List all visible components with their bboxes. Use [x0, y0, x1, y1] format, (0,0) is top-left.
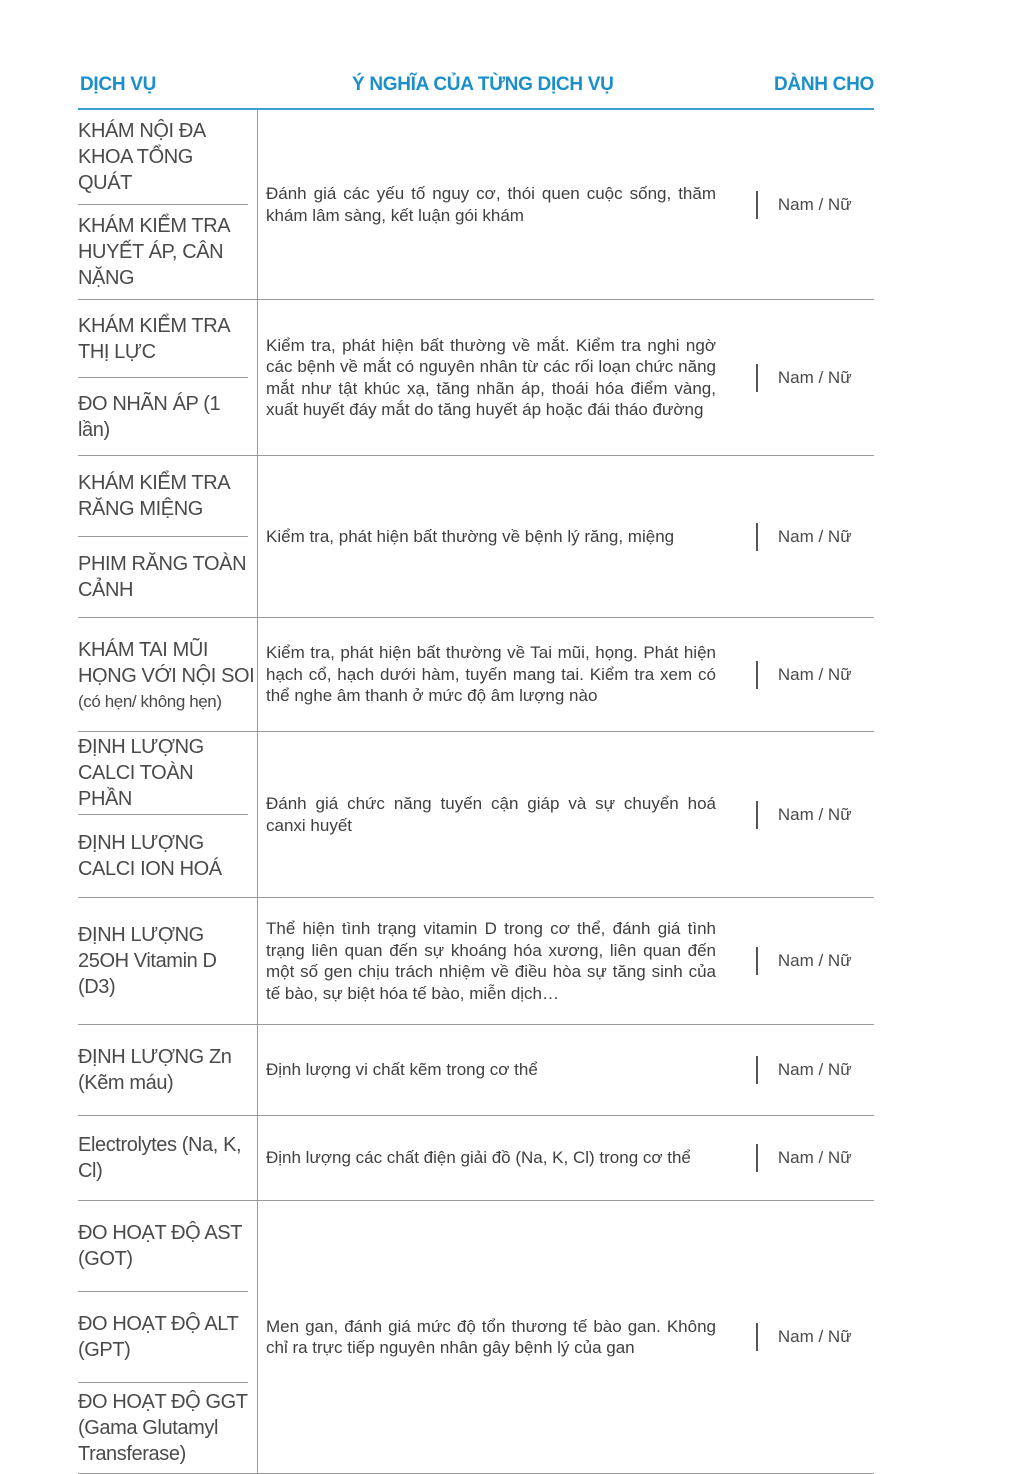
service-label: KHÁM TAI MŨI HỌNG VỚI NỘI SOI	[78, 638, 255, 687]
description-cell	[258, 618, 734, 731]
table-row	[78, 618, 874, 732]
service-cell	[78, 456, 258, 617]
service-name	[78, 110, 248, 204]
description-cell	[258, 898, 734, 1024]
service-cell	[78, 300, 258, 455]
description-text: Định lượng vi chất kẽm trong cơ thể	[266, 1060, 538, 1080]
table-row	[78, 110, 874, 300]
service-cell	[78, 1025, 258, 1115]
service-label: KHÁM KIỂM TRA THỊ LỰC	[78, 314, 230, 363]
gender-label: Nam / Nữ	[777, 367, 852, 387]
description-cell	[258, 732, 734, 897]
service-label: ĐO HOẠT ĐỘ AST (GOT)	[78, 1222, 242, 1270]
service-name	[78, 300, 248, 377]
separator-bar	[756, 947, 758, 975]
header-for: DÀNH CHO	[774, 74, 874, 95]
for-value	[756, 800, 851, 830]
service-label: PHIM RĂNG TOÀN CẢNH	[78, 553, 247, 601]
for-value	[756, 190, 851, 220]
for-cell	[734, 1025, 874, 1115]
gender-label: Nam / Nữ	[777, 1327, 852, 1346]
service-label: ĐO NHÃN ÁP (1 lần)	[78, 392, 221, 441]
for-cell	[734, 898, 874, 1024]
for-value	[756, 522, 851, 552]
description-cell	[258, 1201, 734, 1473]
service-name	[78, 1025, 257, 1115]
gender-label: Nam / Nữ	[777, 1148, 852, 1167]
service-note: (có hẹn/ không hẹn)	[78, 691, 222, 711]
service-label: Electrolytes (Na, K, Cl)	[78, 1134, 242, 1182]
description-cell	[258, 300, 734, 455]
description-text: Kiểm tra, phát hiện bất thường về bệnh lý răng, miệng	[266, 526, 675, 546]
gender-label: Nam / Nữ	[777, 951, 852, 970]
service-name	[78, 618, 257, 731]
service-name	[78, 732, 248, 814]
description-cell	[258, 456, 734, 617]
separator-bar	[756, 191, 758, 219]
service-cell	[78, 1116, 258, 1200]
description-cell	[258, 1025, 734, 1115]
description-text: Kiểm tra, phát hiện bất thường về Tai mũi, họng. Phát hiện hạch cổ, hạch dưới hàm, tuyến mang tai. Kiểm tra xem có thể nghe âm thanh ở mức độ âm lượng nào	[266, 643, 716, 706]
service-label: ĐO HOẠT ĐỘ GGT (Gama Glutamyl Transferase)	[78, 1391, 248, 1465]
service-label: ĐỊNH LƯỢNG CALCI TOÀN PHẦN	[78, 736, 204, 810]
gender-label: Nam / Nữ	[777, 194, 852, 214]
table-row	[78, 456, 874, 618]
gender-label: Nam / Nữ	[777, 1060, 852, 1079]
service-name	[78, 536, 248, 617]
service-cell	[78, 898, 258, 1024]
separator-bar	[756, 1323, 758, 1351]
table-header	[78, 68, 874, 110]
separator-bar	[756, 1056, 758, 1084]
table-row	[78, 898, 874, 1025]
for-cell	[734, 456, 874, 617]
header-service: DỊCH VỤ	[80, 74, 157, 95]
service-label: KHÁM KIỂM TRA HUYẾT ÁP, CÂN NẶNG	[78, 215, 230, 289]
for-cell	[734, 300, 874, 455]
for-cell	[734, 732, 874, 897]
for-cell	[734, 110, 874, 299]
for-cell	[734, 1116, 874, 1200]
service-cell	[78, 1201, 258, 1473]
service-name	[78, 377, 248, 455]
service-label: ĐỊNH LƯỢNG CALCI ION HOÁ	[78, 832, 222, 880]
gender-label: Nam / Nữ	[777, 804, 852, 824]
description-text: Men gan, đánh giá mức độ tổn thương tế bào gan. Không chỉ ra trực tiếp nguyên nhân gây bệnh lý của gan	[266, 1316, 716, 1357]
for-value	[756, 363, 851, 393]
service-name	[78, 898, 257, 1024]
for-value	[756, 946, 851, 976]
description-text: Thể hiện tình trạng vitamin D trong cơ thể, đánh giá tình trạng liên quan đến sự khoáng hóa xương, liên quan đến một số gen chịu trách nhiệm về điều hòa sự tăng sinh của tế bào, sự biệt hóa tế bào, miễn dịch…	[266, 919, 716, 1003]
service-label: ĐỊNH LƯỢNG 25OH Vitamin D (D3)	[78, 924, 217, 998]
table-row	[78, 300, 874, 456]
header-meaning: Ý NGHĨA CỦA TỪNG DỊCH VỤ	[352, 74, 614, 95]
service-name	[78, 814, 248, 897]
service-label: KHÁM KIỂM TRA RĂNG MIỆNG	[78, 472, 230, 520]
for-cell	[734, 618, 874, 731]
service-name	[78, 204, 248, 299]
table-row	[78, 1025, 874, 1116]
service-name	[78, 1291, 248, 1382]
service-cell	[78, 618, 258, 731]
for-value	[756, 660, 851, 690]
for-value	[756, 1055, 851, 1085]
separator-bar	[756, 1144, 758, 1172]
description-text: Đánh giá chức năng tuyến cận giáp và sự chuyển hoá canxi huyết	[266, 794, 716, 835]
description-cell	[258, 110, 734, 299]
separator-bar	[756, 661, 758, 689]
gender-label: Nam / Nữ	[777, 526, 852, 546]
separator-bar	[756, 523, 758, 551]
service-name	[78, 1382, 248, 1473]
separator-bar	[756, 364, 758, 392]
table-row	[78, 1201, 874, 1474]
description-text: Định lượng các chất điện giải đồ (Na, K, Cl) trong cơ thể	[266, 1148, 691, 1168]
description-cell	[258, 1116, 734, 1200]
description-text: Đánh giá các yếu tố nguy cơ, thói quen cuộc sống, thăm khám lâm sàng, kết luận gói khám	[266, 184, 716, 225]
table-row	[78, 1116, 874, 1201]
for-value	[756, 1143, 851, 1173]
service-name	[78, 456, 248, 536]
services-table	[78, 110, 874, 1474]
gender-label: Nam / Nữ	[777, 664, 852, 684]
description-text: Kiểm tra, phát hiện bất thường về mắt. Kiểm tra nghi ngờ các bệnh về mắt có nguyên nhân từ các rối loạn chức năng mắt như tật khúc xạ, tăng nhãn áp, thoái hóa điểm vàng, xuất huyết đáy mắt do tăng huyết áp hoặc đái tháo đường	[266, 335, 716, 419]
service-name	[78, 1116, 257, 1200]
separator-bar	[756, 801, 758, 829]
service-label: ĐO HOẠT ĐỘ ALT (GPT)	[78, 1313, 238, 1361]
table-row	[78, 732, 874, 898]
service-label: KHÁM NỘI ĐA KHOA TỔNG QUÁT	[78, 120, 205, 194]
service-label: ĐỊNH LƯỢNG Zn (Kẽm máu)	[78, 1046, 232, 1094]
service-cell	[78, 110, 258, 299]
service-name	[78, 1201, 248, 1291]
service-cell	[78, 732, 258, 897]
for-cell	[734, 1201, 874, 1473]
for-value	[756, 1322, 851, 1352]
